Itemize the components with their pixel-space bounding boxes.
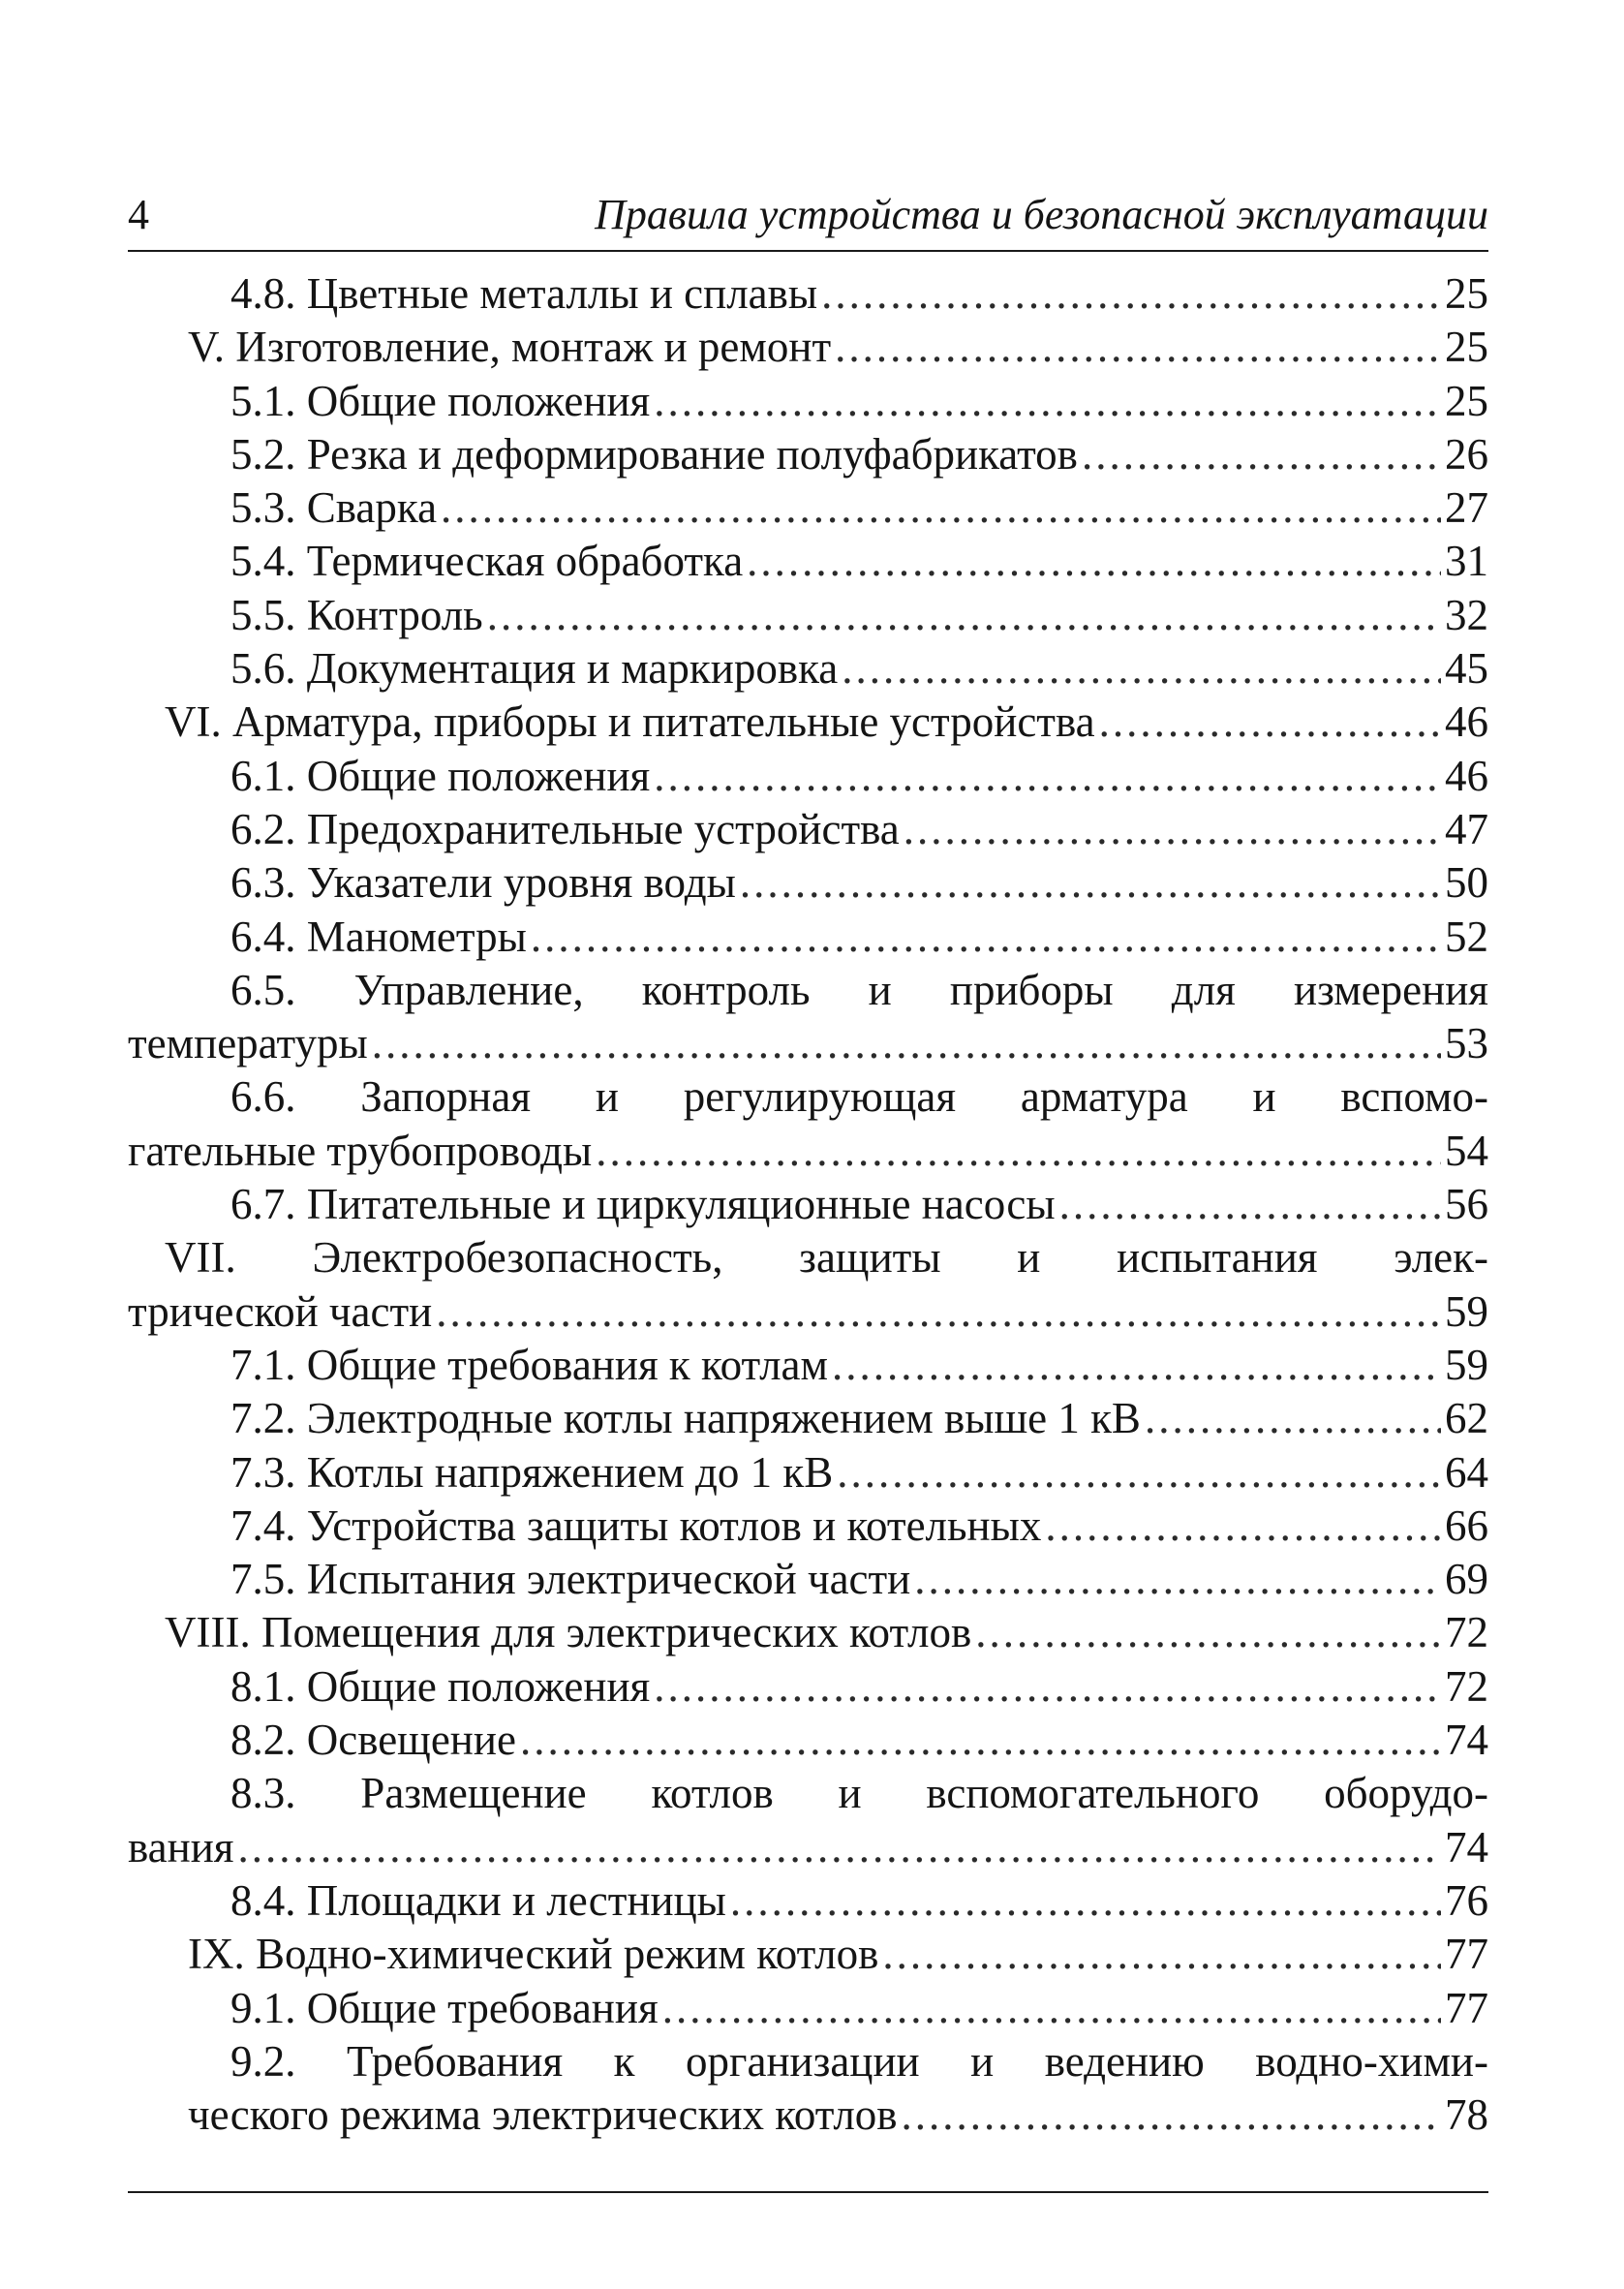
toc-entry-page: 78: [1445, 2090, 1488, 2140]
toc-entry-title: 5.5. Контроль: [230, 590, 483, 639]
toc-entry-title: 4.8. Цветные металлы и сплавы: [230, 269, 818, 318]
toc-entry-title: VI. Арматура, приборы и питательные устройства: [165, 697, 1095, 747]
toc-entry-page: 74: [1445, 1822, 1488, 1871]
toc-entry: [128, 428, 1488, 481]
leader-dots: [832, 1339, 1441, 1392]
toc-entry: [128, 267, 1488, 321]
toc-entry-title: 7.1. Общие требования к котлам: [230, 1340, 828, 1389]
toc-entry-page: 72: [1445, 1661, 1488, 1711]
table-of-contents: [128, 267, 1488, 2142]
toc-entry-title: 6.7. Питательные и циркуляционные насосы: [230, 1180, 1056, 1229]
leader-dots: [436, 1285, 1441, 1339]
toc-entry: [128, 696, 1488, 749]
toc-entry-page: 54: [1445, 1126, 1488, 1175]
toc-entry-title: 5.2. Резка и деформирование полуфабрикатов: [230, 429, 1078, 479]
toc-entry-page: 52: [1445, 912, 1488, 961]
leader-dots: [372, 1017, 1441, 1070]
toc-entry-page: 31: [1445, 537, 1488, 586]
toc-entry-page: 56: [1445, 1180, 1488, 1229]
toc-entry: [128, 1553, 1488, 1606]
leader-dots: [654, 750, 1441, 803]
toc-entry-page: 26: [1445, 429, 1488, 479]
toc-entry-title: 8.1. Общие положения: [230, 1661, 651, 1711]
toc-entry-page: 25: [1445, 323, 1488, 372]
toc-entry-page: 25: [1445, 269, 1488, 318]
toc-entry-first-line: [128, 1231, 1488, 1284]
toc-entry-title: 6.6. Запорная и регулирующая арматура и вспомо-: [230, 1072, 1488, 1122]
running-title: Правила устройства и безопасной эксплуатации: [595, 191, 1488, 238]
toc-entry-page: 77: [1445, 1930, 1488, 1979]
toc-entry-page: 27: [1445, 483, 1488, 533]
toc-entry-page: 53: [1445, 1019, 1488, 1068]
toc-entry: [128, 1714, 1488, 1767]
toc-entry: [128, 1178, 1488, 1231]
toc-entry: [128, 642, 1488, 696]
toc-entry-title: 5.6. Документация и маркировка: [230, 644, 839, 694]
toc-entry-page: 32: [1445, 590, 1488, 639]
toc-entry-page: 64: [1445, 1447, 1488, 1497]
toc-entry-title: 8.2. Освещение: [230, 1716, 516, 1765]
toc-entry-continuation: [128, 1017, 1488, 1070]
toc-entry-page: 74: [1445, 1716, 1488, 1765]
toc-entry-title: 7.4. Устройства защиты котлов и котельных: [230, 1500, 1042, 1550]
leader-dots: [821, 267, 1441, 321]
toc-entry-page: 72: [1445, 1608, 1488, 1657]
toc-entry-title-continued: трической части: [128, 1286, 433, 1336]
page-number: 4: [128, 191, 149, 238]
leader-dots: [1099, 696, 1441, 749]
toc-entry-title: 8.3. Размещение котлов и вспомогательного оборудо-: [230, 1769, 1488, 1818]
leader-dots: [904, 803, 1441, 856]
toc-entry-title: VII. Электробезопасность, защиты и испытания элек-: [165, 1233, 1488, 1283]
leader-dots: [238, 1821, 1442, 1874]
toc-entry-continuation: [128, 1125, 1488, 1178]
toc-entry-title: 9.1. Общие требования: [230, 1983, 659, 2032]
toc-entry-title: 6.3. Указатели уровня воды: [230, 858, 736, 908]
toc-entry-title: VIII. Помещения для электрических котлов: [165, 1608, 972, 1657]
toc-entry: [128, 1982, 1488, 2035]
leader-dots: [902, 2088, 1441, 2142]
footer-rule: [128, 2191, 1488, 2193]
toc-entry-page: 46: [1445, 697, 1488, 747]
toc-entry-first-line: [128, 1767, 1488, 1820]
toc-entry-page: 47: [1445, 804, 1488, 853]
toc-entry-title: V. Изготовление, монтаж и ремонт: [188, 323, 832, 372]
leader-dots: [747, 535, 1441, 588]
leader-dots: [837, 1446, 1441, 1500]
toc-entry-title-continued: вания: [128, 1822, 234, 1871]
leader-dots: [914, 1553, 1441, 1606]
leader-dots: [842, 642, 1441, 696]
toc-entry-title: 9.2. Требования к организации и ведению водно-хими-: [230, 2036, 1488, 2086]
toc-entry: [128, 1660, 1488, 1714]
leader-dots: [654, 1660, 1441, 1714]
toc-entry-page: 46: [1445, 751, 1488, 800]
toc-entry: [128, 535, 1488, 588]
toc-entry: [128, 321, 1488, 374]
leader-dots: [654, 375, 1441, 428]
toc-entry-first-line: [128, 2035, 1488, 2088]
leader-dots: [882, 1928, 1441, 1981]
toc-entry-page: 77: [1445, 1983, 1488, 2032]
leader-dots: [1082, 428, 1441, 481]
toc-entry-page: 45: [1445, 644, 1488, 694]
toc-entry-page: 66: [1445, 1500, 1488, 1550]
toc-entry-title-continued: ческого режима электрических котлов: [188, 2090, 898, 2140]
leader-dots: [662, 1982, 1441, 2035]
toc-entry-page: 25: [1445, 376, 1488, 425]
leader-dots: [531, 911, 1441, 964]
toc-entry-title: 7.3. Котлы напряжением до 1 кВ: [230, 1447, 834, 1497]
toc-entry: [128, 856, 1488, 910]
toc-entry-title: 5.3. Сварка: [230, 483, 438, 533]
toc-entry-page: 59: [1445, 1340, 1488, 1389]
toc-entry-title-continued: гательные трубопроводы: [128, 1126, 593, 1175]
toc-entry-title: 8.4. Площадки и лестницы: [230, 1875, 726, 1925]
toc-entry: [128, 803, 1488, 856]
toc-entry: [128, 1500, 1488, 1553]
toc-entry: [128, 589, 1488, 642]
toc-entry-title: 6.1. Общие положения: [230, 751, 651, 800]
toc-entry-title: 7.5. Испытания электрической части: [230, 1555, 911, 1604]
toc-entry: [128, 911, 1488, 964]
toc-entry-title: 5.4. Термическая обработка: [230, 537, 744, 586]
leader-dots: [1045, 1500, 1441, 1553]
toc-entry-title-continued: температуры: [128, 1019, 368, 1068]
toc-entry-page: 76: [1445, 1875, 1488, 1925]
leader-dots: [730, 1874, 1441, 1928]
toc-entry: [128, 1446, 1488, 1500]
leader-dots: [487, 589, 1441, 642]
leader-dots: [740, 856, 1441, 910]
leader-dots: [596, 1125, 1441, 1178]
toc-entry-page: 62: [1445, 1394, 1488, 1443]
toc-entry-page: 69: [1445, 1555, 1488, 1604]
toc-entry-continuation: [128, 1821, 1488, 1874]
header-rule: [128, 250, 1488, 252]
leader-dots: [975, 1606, 1441, 1659]
toc-entry-first-line: [128, 1070, 1488, 1124]
toc-entry: [128, 1874, 1488, 1928]
toc-entry-continuation: [128, 2088, 1488, 2142]
toc-entry-continuation: [128, 1285, 1488, 1339]
leader-dots: [1145, 1392, 1441, 1445]
toc-entry: [128, 1339, 1488, 1392]
toc-entry: [128, 375, 1488, 428]
leader-dots: [520, 1714, 1441, 1767]
toc-entry-page: 50: [1445, 858, 1488, 908]
toc-entry-title: 7.2. Электродные котлы напряжением выше 1 кВ: [230, 1394, 1141, 1443]
toc-entry: [128, 1928, 1488, 1981]
toc-entry-title: 6.5. Управление, контроль и приборы для измерения: [230, 965, 1488, 1014]
toc-entry: [128, 1392, 1488, 1445]
toc-entry-title: IX. Водно-химический режим котлов: [188, 1930, 879, 1979]
toc-entry-page: 59: [1445, 1286, 1488, 1336]
toc-entry: [128, 1606, 1488, 1659]
toc-entry-title: 6.4. Манометры: [230, 912, 527, 961]
leader-dots: [441, 481, 1441, 535]
toc-entry-title: 6.2. Предохранительные устройства: [230, 804, 900, 853]
leader-dots: [1059, 1178, 1441, 1231]
toc-entry: [128, 750, 1488, 803]
toc-entry: [128, 481, 1488, 535]
toc-entry-title: 5.1. Общие положения: [230, 376, 651, 425]
leader-dots: [835, 321, 1441, 374]
toc-entry-first-line: [128, 964, 1488, 1017]
